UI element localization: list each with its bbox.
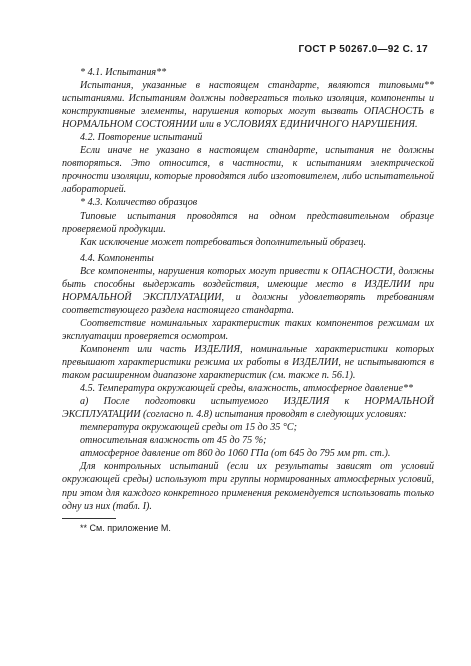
- page-header: ГОСТ Р 50267.0—92 С. 17: [298, 44, 428, 55]
- footnote-divider: [62, 518, 116, 519]
- section-heading-4-3: * 4.3. Количество образцов: [80, 197, 198, 209]
- paragraph: Испытания, указанные в настоящем стандарте, являются типовыми** испытаниями. Испытаниям должны подвергаться только изоляция, компоненты и конструктивные элементы, нарушения которых могут вызвать ОПАСНОСТЬ в НОРМАЛЬНОМ СОСТОЯНИИ или в УСЛОВИЯХ ЕДИНИЧНОГО НАРУШЕНИЯ.: [62, 80, 434, 131]
- paragraph: Все компоненты, нарушения которых могут привести к ОПАСНОСТИ, должны быть способны выдержать воздействия, имеющие место в ИЗДЕЛИИ при НОРМАЛЬНОЙ ЭКСПЛУАТАЦИИ, и должны удовлетворять требованиям соответствующего раздела настоящего стандарта.: [62, 265, 434, 316]
- paragraph: Типовые испытания проводятся на одном представительном образце проверяемой продукции.: [62, 210, 434, 235]
- paragraph: Компонент или часть ИЗДЕЛИЯ, номинальные характеристики которых превышают характеристики режима их работы в ИЗДЕЛИИ, не испытываются в таком расширенном диапазоне характеристик (см. также п. 56.1).: [62, 343, 434, 382]
- paragraph: Если иначе не указано в настоящем стандарте, испытания не должны повторяться. Это относится, в частности, к испытаниям электрической прочности изоляции, которые проводятся либо изготовителем, либо испытательной лабораторией.: [62, 145, 434, 196]
- paragraph: а) После подготовки испытуемого ИЗДЕЛИЯ к НОРМАЛЬНОЙ ЭКСПЛУАТАЦИИ (согласно п. 4.8) испытания проводят в следующих условиях:: [62, 396, 434, 421]
- condition-humidity: относительная влажность от 45 до 75 %;: [80, 435, 267, 447]
- paragraph: Как исключение может потребоваться дополнительный образец.: [80, 236, 366, 248]
- document-body: [62, 66, 434, 535]
- section-heading-4-5: 4.5. Температура окружающей среды, влажность, атмосферное давление**: [80, 383, 414, 395]
- paragraph: Соответствие номинальных характеристик таких компонентов режимам их эксплуатации проверяется осмотром.: [62, 317, 434, 342]
- section-heading-4-1: * 4.1. Испытания**: [80, 67, 167, 78]
- section-heading-4-2: 4.2. Повторение испытаний: [80, 132, 203, 144]
- section-heading-4-4: 4.4. Компоненты: [80, 252, 154, 264]
- condition-temperature: температура окружающей среды от 15 до 35 °С;: [80, 422, 297, 434]
- footnote: ** См. приложение М.: [80, 522, 171, 533]
- paragraph: Для контрольных испытаний (если их результаты зависят от условий окружающей среды) используют три группы нормированных атмосферных условий, при этом для каждого конкретного применения рекомендуется использовать только одну из них (табл. I).: [62, 461, 434, 512]
- condition-pressure: атмосферное давление от 860 до 1060 ГПа (от 645 до 795 мм рт. ст.).: [80, 448, 391, 460]
